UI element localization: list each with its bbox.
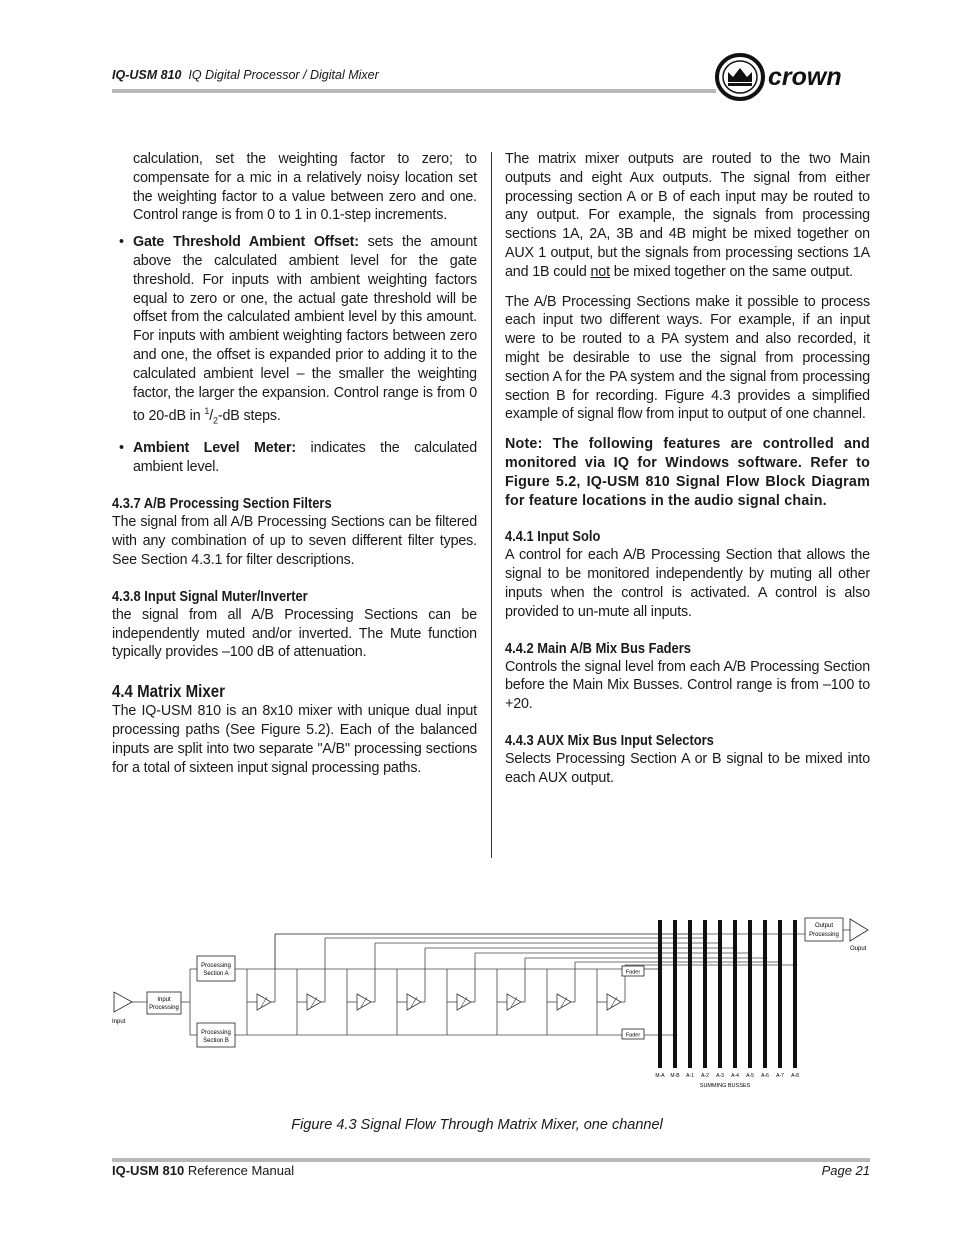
summing-bus-bar bbox=[793, 920, 797, 1068]
output-amp-triangle bbox=[850, 919, 868, 941]
junction-dot bbox=[778, 960, 782, 964]
junction-dot bbox=[793, 963, 797, 967]
section-a-label-1: Processing bbox=[201, 963, 231, 969]
input-amp-triangle bbox=[114, 992, 132, 1012]
summing-bus-bar bbox=[748, 920, 752, 1068]
paragraph-text: The matrix mixer outputs are routed to the two Main outputs and eight Aux outputs. The signal from either processing section A or B of each input may be routed to any output. For example, the signals from processing sections 1A, 2A, 3B and 4B might be mixed together on AUX 1 output, but the signals from processing sections 1A and 1B could bbox=[505, 151, 870, 280]
bus-labels bbox=[655, 1073, 799, 1079]
section-heading-4-4-1: 4.4.1 Input Solo bbox=[505, 528, 601, 546]
paragraph-text-end: be mixed together on the same output. bbox=[609, 263, 854, 280]
summing-bus-bar bbox=[703, 920, 707, 1068]
summing-busses bbox=[658, 920, 797, 1068]
section-body-4-4-3: Selects Processing Section A or B signal to be mixed into each AUX output. bbox=[505, 750, 870, 786]
section-heading-4-4-2: 4.4.2 Main A/B Mix Bus Faders bbox=[505, 639, 691, 657]
bus-label: A-4 bbox=[731, 1073, 739, 1079]
section-b-label-1: Processing bbox=[201, 1030, 231, 1036]
fraction-numerator: 1 bbox=[204, 406, 210, 417]
underlined-not: not bbox=[590, 263, 610, 280]
note-paragraph: Note: The following features are controlled and monitored via IQ for Windows software. Refer to Figure 5.2, IQ-USM 810 Signal Flow Block Diagram for feature locations in the audio signal chain. bbox=[505, 436, 870, 509]
summing-bus-bar bbox=[658, 920, 662, 1068]
junction-dot bbox=[748, 951, 752, 955]
bus-label: A-7 bbox=[776, 1073, 784, 1079]
bus-label: M-A bbox=[655, 1073, 665, 1079]
right-column bbox=[505, 150, 870, 788]
matrix-outputs-paragraph bbox=[505, 150, 870, 282]
footer-manual-title bbox=[112, 1163, 294, 1178]
section-heading-4-4: 4.4 Matrix Mixer bbox=[112, 681, 225, 702]
header-subtitle: IQ Digital Processor / Digital Mixer bbox=[188, 68, 379, 82]
bus-label: A-1 bbox=[686, 1073, 694, 1079]
section-heading-4-4-3: 4.4.3 AUX Mix Bus Input Selectors bbox=[505, 731, 714, 749]
section-body-4-4: The IQ-USM 810 is an 8x10 mixer with unique dual input processing paths (See Figure 5.2). Each of the balanced inputs are split into two separate "A/B" processing sections for a total of sixteen input signal processing paths. bbox=[112, 703, 477, 776]
figure-blocks bbox=[112, 918, 868, 1089]
bus-label: M-B bbox=[670, 1073, 680, 1079]
section-heading-4-3-8: 4.3.8 Input Signal Muter/Inverter bbox=[112, 587, 308, 605]
footer-product: IQ-USM 810 bbox=[112, 1163, 185, 1178]
summing-busses-label: SUMMING BUSSES bbox=[699, 1083, 751, 1089]
intro-paragraph: calculation, set the weighting factor to zero; to compensate for a mic in a relatively noisy location set the weighting factor to a value between zero and one. Control range is from 0 to 1 in 0.1-step increments. bbox=[133, 151, 477, 224]
bullet-text-end: -dB steps. bbox=[217, 408, 281, 425]
summing-bus-bar bbox=[778, 920, 782, 1068]
junction-dot bbox=[658, 967, 662, 971]
summing-bus-bar bbox=[733, 920, 737, 1068]
bullet-dot: • bbox=[119, 439, 125, 456]
bullet-gate-threshold-offset: • Gate Threshold Ambient Offset: sets the amount above the calculated ambient level for the gate threshold. For inputs with ambient weighting factors equal to zero or one, the actual gate threshold will be offset from the calculated ambient level by this amount. For inputs with ambient weighting factors between zero and one, the offset is expanded prior to adding it to the calculated ambient level – the smaller the weighting factor, the larger the expansion. Control range is from 0 to 20-dB in $^1/_2-dB$ steps. bbox=[119, 234, 477, 426]
fader-b-label: Fader bbox=[625, 1032, 641, 1039]
bullet-dot: • bbox=[119, 234, 125, 251]
input-processing-label-1: Input bbox=[157, 997, 171, 1003]
junction-dot bbox=[673, 1033, 677, 1037]
bus-label: A-6 bbox=[761, 1073, 769, 1079]
section-b-label-2: Section B bbox=[203, 1038, 229, 1044]
section-body-4-4-2: Controls the signal level from each A/B Processing Section before the Main Mix Busses. Control range is from –100 to +20. bbox=[505, 658, 870, 713]
footer-rule bbox=[112, 1158, 870, 1162]
footer-title: Reference Manual bbox=[184, 1163, 295, 1178]
figure-caption: Figure 4.3 Signal Flow Through Matrix Mixer, one channel bbox=[291, 1117, 663, 1133]
section-body-4-3-7: The signal from all A/B Processing Sections can be filtered with any combination of up to seven different filter types. See Section 4.3.1 for filter descriptions. bbox=[112, 514, 477, 568]
signal-flow-figure bbox=[110, 912, 872, 1092]
bullet-term: Ambient Level Meter: bbox=[133, 439, 297, 456]
section-body-4-3-8: the signal from all A/B Processing Sections can be independently muted and/or inverted. The Mute function typically provides –100 dB of attenuation. bbox=[112, 606, 477, 661]
summing-bus-bar bbox=[673, 920, 677, 1068]
crown-logo bbox=[714, 52, 874, 102]
bus-label: A-5 bbox=[746, 1073, 754, 1079]
bullet-ambient-level-meter bbox=[112, 439, 477, 477]
output-processing-label-2: Processing bbox=[809, 932, 839, 938]
bullet-text: indicates the calculated ambient level. bbox=[133, 439, 477, 475]
mixer-amplifiers bbox=[257, 994, 621, 1010]
output-label: Ouput bbox=[850, 946, 867, 952]
header-rule bbox=[112, 89, 716, 93]
header-product: IQ-USM 810 bbox=[112, 68, 182, 82]
input-label: Input bbox=[112, 1019, 126, 1025]
fader-a-label: Fader bbox=[625, 969, 641, 976]
bullet-term: Gate Threshold Ambient Offset: bbox=[133, 234, 359, 251]
input-processing-label-2: Processing bbox=[149, 1005, 179, 1011]
running-header bbox=[112, 68, 379, 82]
junction-dot bbox=[763, 956, 767, 960]
bullet-text: sets the amount above the calculated ambient level for the gate threshold. For inputs with ambient weighting factors equal to zero or one, the actual gate threshold will be offset from the calculated ambient level by this amount. For inputs with ambient weighting factors between zero and one, the offset is expanded prior to adding it to the calculated ambient level – the smaller the weighting factor, the larger the expansion. Control range is from 0 to 20-dB in bbox=[133, 234, 477, 425]
section-a-label-2: Section A bbox=[203, 971, 229, 977]
fraction-denominator: 2 bbox=[213, 415, 218, 426]
logo-text: crown bbox=[768, 63, 842, 91]
column-divider bbox=[491, 152, 492, 858]
junction-dot bbox=[718, 941, 722, 945]
left-column bbox=[112, 150, 477, 777]
summing-bus-bar bbox=[688, 920, 692, 1068]
junction-dot bbox=[733, 946, 737, 950]
bus-label: A-8 bbox=[791, 1073, 799, 1079]
signal-lines bbox=[132, 930, 850, 1035]
bus-label: A-3 bbox=[716, 1073, 724, 1079]
footer-page-number: Page 21 bbox=[821, 1163, 870, 1178]
bus-label: A-2 bbox=[701, 1073, 709, 1079]
output-processing-label-1: Output bbox=[814, 923, 834, 929]
section-body-4-4-1: A control for each A/B Processing Section that allows the signal to be monitored independently by muting all other inputs when the control is activated. A control is also provided to un-mute all inputs. bbox=[505, 547, 870, 620]
ab-sections-paragraph: The A/B Processing Sections make it possible to process each input two different ways. For example, if an input were to be routed to a PA system and also recorded, it might be desirable to use the signal from processing section A for the PA system and the signal from processing section B for recording. Figure 4.3 provides a simplified example of signal flow from input to output of one channel. bbox=[505, 293, 870, 423]
summing-bus-bar bbox=[763, 920, 767, 1068]
junction-dot bbox=[703, 936, 707, 940]
junction-dot bbox=[688, 932, 692, 936]
section-heading-4-3-7: 4.3.7 A/B Processing Section Filters bbox=[112, 495, 332, 513]
